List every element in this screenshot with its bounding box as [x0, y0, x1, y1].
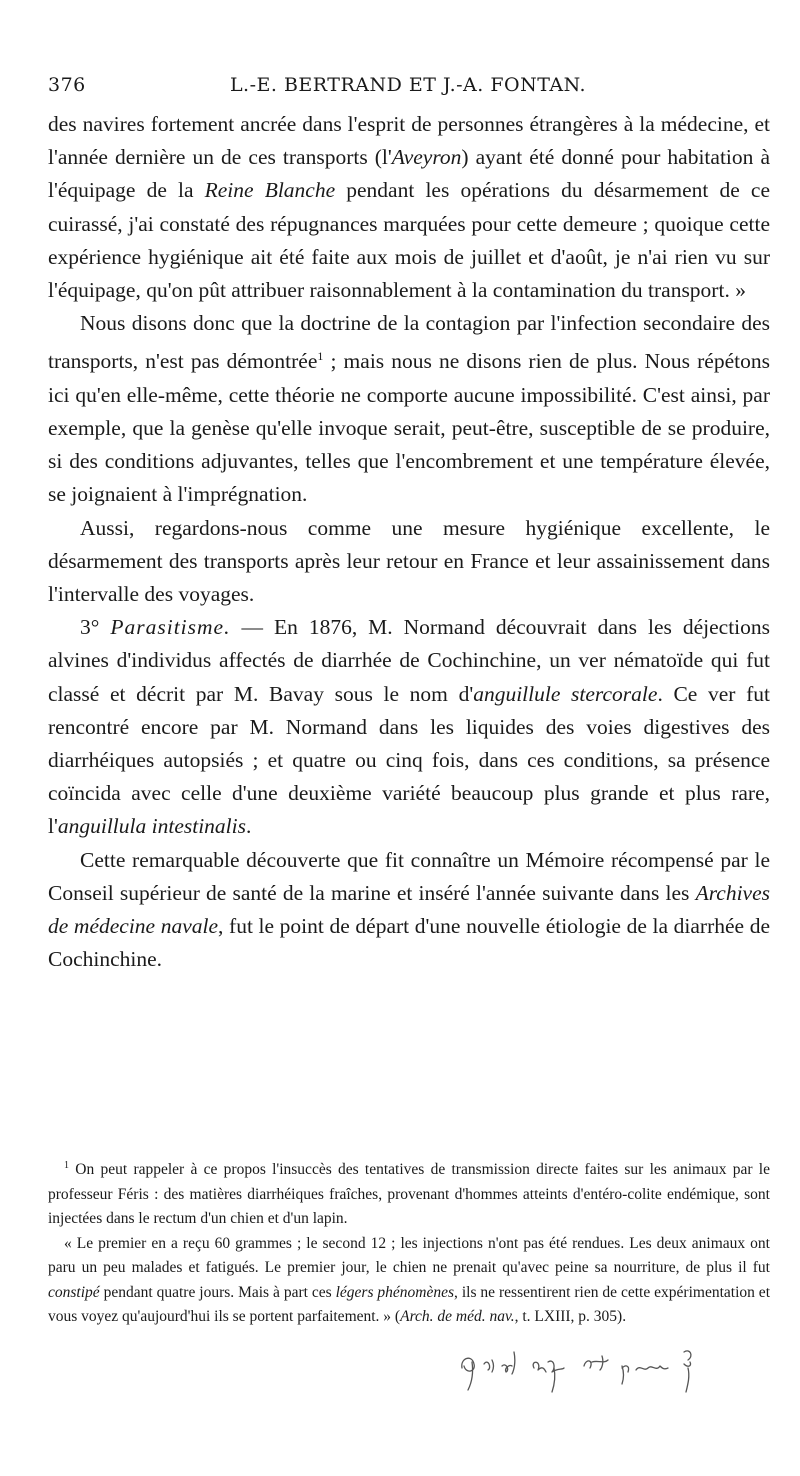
footnotes [48, 1154, 770, 1330]
footnote-marker: 1 [64, 1160, 69, 1171]
paragraph-5: Cette remarquable découverte que fit connaître un Mémoire récompensé par le Conseil supérieur de santé de la marine et inséré l'année suivante dans les Archives de médecine navale, fut le point de départ d'une nouvelle étiologie de la diarrhée de Cochinchine. [48, 847, 770, 972]
section-number: 3° [80, 615, 100, 640]
handwritten-pencil-note-icon [458, 1338, 698, 1394]
footnote-reference[interactable]: 1 [317, 349, 324, 364]
footnote-1: $^1$ On peut rappeler à ce propos l'insuccès des tentatives de transmission directe faites sur les animaux par le professeur Féris : des matières diarrhéiques fraîches, provenant d'hommes atteints d'entéro-colite endémique, sont injectées dans le rectum d'un chien et d'un lapin. [48, 1160, 770, 1228]
paragraph-4: 3° Parasitisme. — En 1876, M. Normand découvrait dans les déjections alvines d'individus affectés de diarrhée de Cochinchine, un ver nématoïde qui fut classé et décrit par M. Bavay sous le nom d'anguillule stercorale. Ce ver fut rencontré encore par M. Normand dans les liquides des voies digestives des diarrhéiques autopsiés ; et quatre ou cinq fois, dans ces conditions, sa présence coïncida avec celle d'une deuxième variété beaucoup plus grande et plus rare, l'anguillula intestinalis. [48, 615, 771, 839]
running-head [48, 74, 768, 102]
header-title: L.-E. BERTRAND ET J.-A. FONTAN. [229, 74, 587, 96]
paragraph-3: Aussi, regardons-nous comme une mesure hygiénique excellente, le désarmement des transports après leur retour en France et leur assainissement dans l'intervalle des voyages. [48, 515, 770, 606]
footnote-1-quote: « Le premier en a reçu 60 grammes ; le second 12 ; les injections n'ont pas été rendues. Les deux animaux ont paru un peu malades et fatigués. Le premier jour, le chien ne prenait qu'avec peine sa nourriture, de plus il fut constipé pendant quatre jours. Mais à part ces légers phénomènes, ils ne ressentirent rien de cette expérimentation et vous voyez qu'aujourd'hui ils se portent parfaitement. » (Arch. de méd. nav., t. LXIII, p. 305). [48, 1234, 770, 1326]
page-number: 376 [48, 74, 86, 96]
body-text [48, 108, 770, 976]
paragraph-2: Nous disons donc que la doctrine de la contagion par l'infection secondaire des transports, n'est pas démontrée$^1$ ; mais nous ne disons rien de plus. Nous répétons ici qu'en elle-même, cette théorie ne comporte aucune impossibilité. C'est ainsi, par exemple, que la genèse qu'elle invoque serait, peut-être, susceptible de se produire, si des conditions adjuvantes, telles que l'encombrement et une température élevée, se joignaient à l'imprégnation. [48, 311, 770, 507]
paragraph-1: des navires fortement ancrée dans l'esprit de personnes étrangères à la médecine, et l'année dernière un de ces transports (l'Aveyron) ayant été donné pour habitation à l'équipage de la Reine Blanche pendant les opérations du désarmement de ce cuirassé, j'ai constaté des répugnances marquées pour cette demeure ; quoique cette expérience hygiénique ait été faite aux mois de juillet et d'août, je n'ai rien vu sur l'équipage, qu'on pût attribuer raisonnablement à la contamination du transport. » [48, 112, 770, 303]
section-heading: Parasitisme. [110, 615, 231, 640]
